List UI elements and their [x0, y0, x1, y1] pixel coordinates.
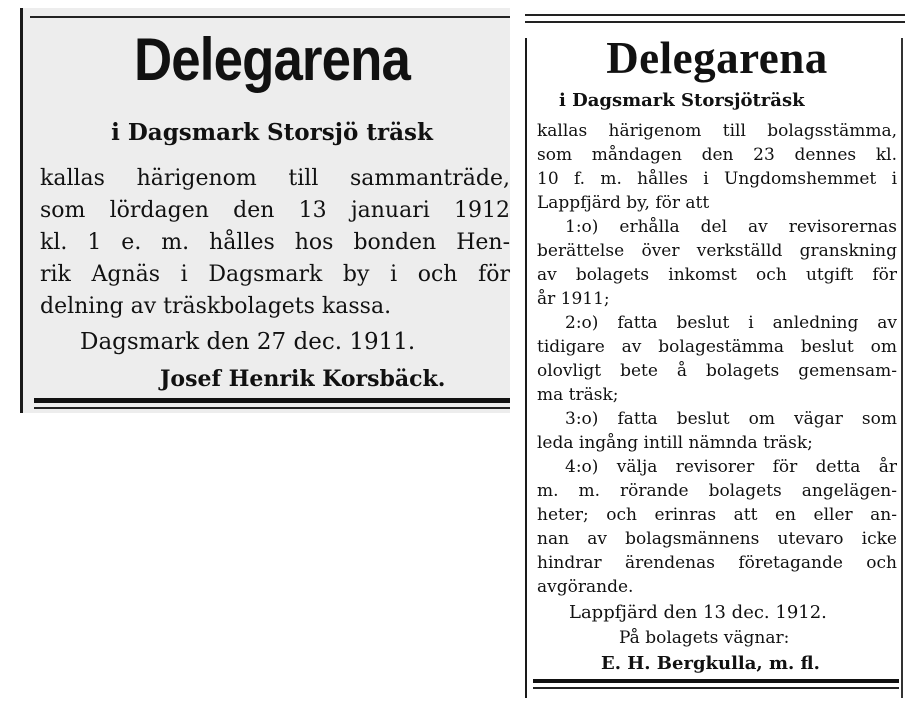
right-body-line-1: kallas härigenom till bolagsstämma,	[537, 121, 897, 141]
right-body-line-5: 1:o) erhålla del av revisorernas	[565, 217, 897, 237]
right-body-line-16: m. m. rörande bolagets angelägen-	[537, 481, 897, 501]
right-body-line-14: leda ingång intill nämnda träsk;	[537, 433, 813, 453]
top-rule-second	[525, 21, 905, 23]
top-rule	[525, 14, 905, 16]
right-notice-title: Delegarena	[606, 33, 828, 83]
left-signature: Josef Henrik Korsbäck.	[160, 366, 446, 392]
left-notice-subtitle: i Dagsmark Storsjö träsk	[111, 119, 433, 146]
left-body-line-1: kallas härigenom till sammanträde,	[40, 166, 510, 191]
left-body-line-5: delning av träskbolagets kassa.	[40, 294, 392, 319]
right-body-line-20: avgörande.	[537, 577, 634, 597]
right-body-line-10: tidigare av bolagestämma beslut om	[537, 337, 897, 357]
right-body-line-4: Lappfjärd by, för att	[537, 193, 710, 213]
left-body-line-2: som lördagen den 13 januari 1912	[40, 198, 510, 223]
right-body-line-15: 4:o) välja revisorer för detta år	[565, 457, 897, 477]
bottom-rule-thick	[34, 398, 510, 403]
right-notice-subtitle: i Dagsmark Storsjöträsk	[559, 90, 805, 111]
right-body-line-6: berättelse över verkställd granskning	[537, 241, 897, 261]
right-border-rule	[901, 38, 903, 698]
top-rule	[30, 16, 510, 18]
left-body-line-3: kl. 1 e. m. hålles hos bonden Hen-	[40, 230, 510, 255]
right-body-line-13: 3:o) fatta beslut om vägar som	[565, 409, 897, 429]
right-body-line-19: hindrar ärendenas företagande och	[537, 553, 897, 573]
right-body-line-11: olovligt bete å bolagets gemensam-	[537, 361, 897, 381]
left-dateline: Dagsmark den 27 dec. 1911.	[80, 329, 416, 355]
right-body-line-2: som måndagen den 23 dennes kl.	[537, 145, 897, 165]
bottom-rule-thin	[34, 407, 510, 409]
right-body-line-7: av bolagets inkomst och utgift för	[537, 265, 897, 285]
right-signature: E. H. Bergkulla, m. fl.	[601, 653, 820, 674]
right-notice-clipping	[519, 8, 911, 698]
right-body-line-9: 2:o) fatta beslut i anledning av	[565, 313, 897, 333]
right-on-behalf: På bolagets vägnar:	[619, 628, 790, 648]
right-body-line-8: år 1911;	[537, 289, 610, 309]
right-body-line-18: nan av bolagsmännens utevaro icke	[537, 529, 897, 549]
left-body-line-4: rik Agnäs i Dagsmark by i och för	[40, 262, 510, 287]
right-dateline: Lappfjärd den 13 dec. 1912.	[569, 602, 827, 623]
right-body-line-12: ma träsk;	[537, 385, 619, 405]
bottom-rule-thin	[533, 687, 899, 689]
left-notice-title: Delegarena	[134, 26, 410, 93]
right-body-line-3: 10 f. m. hålles i Ungdomshemmet i	[537, 169, 897, 189]
right-body-line-17: heter; och erinras att en eller an-	[537, 505, 897, 525]
left-border-rule	[525, 38, 527, 698]
left-notice-clipping	[20, 8, 510, 413]
bottom-rule-thick	[533, 679, 899, 683]
left-border-rule	[20, 8, 23, 413]
